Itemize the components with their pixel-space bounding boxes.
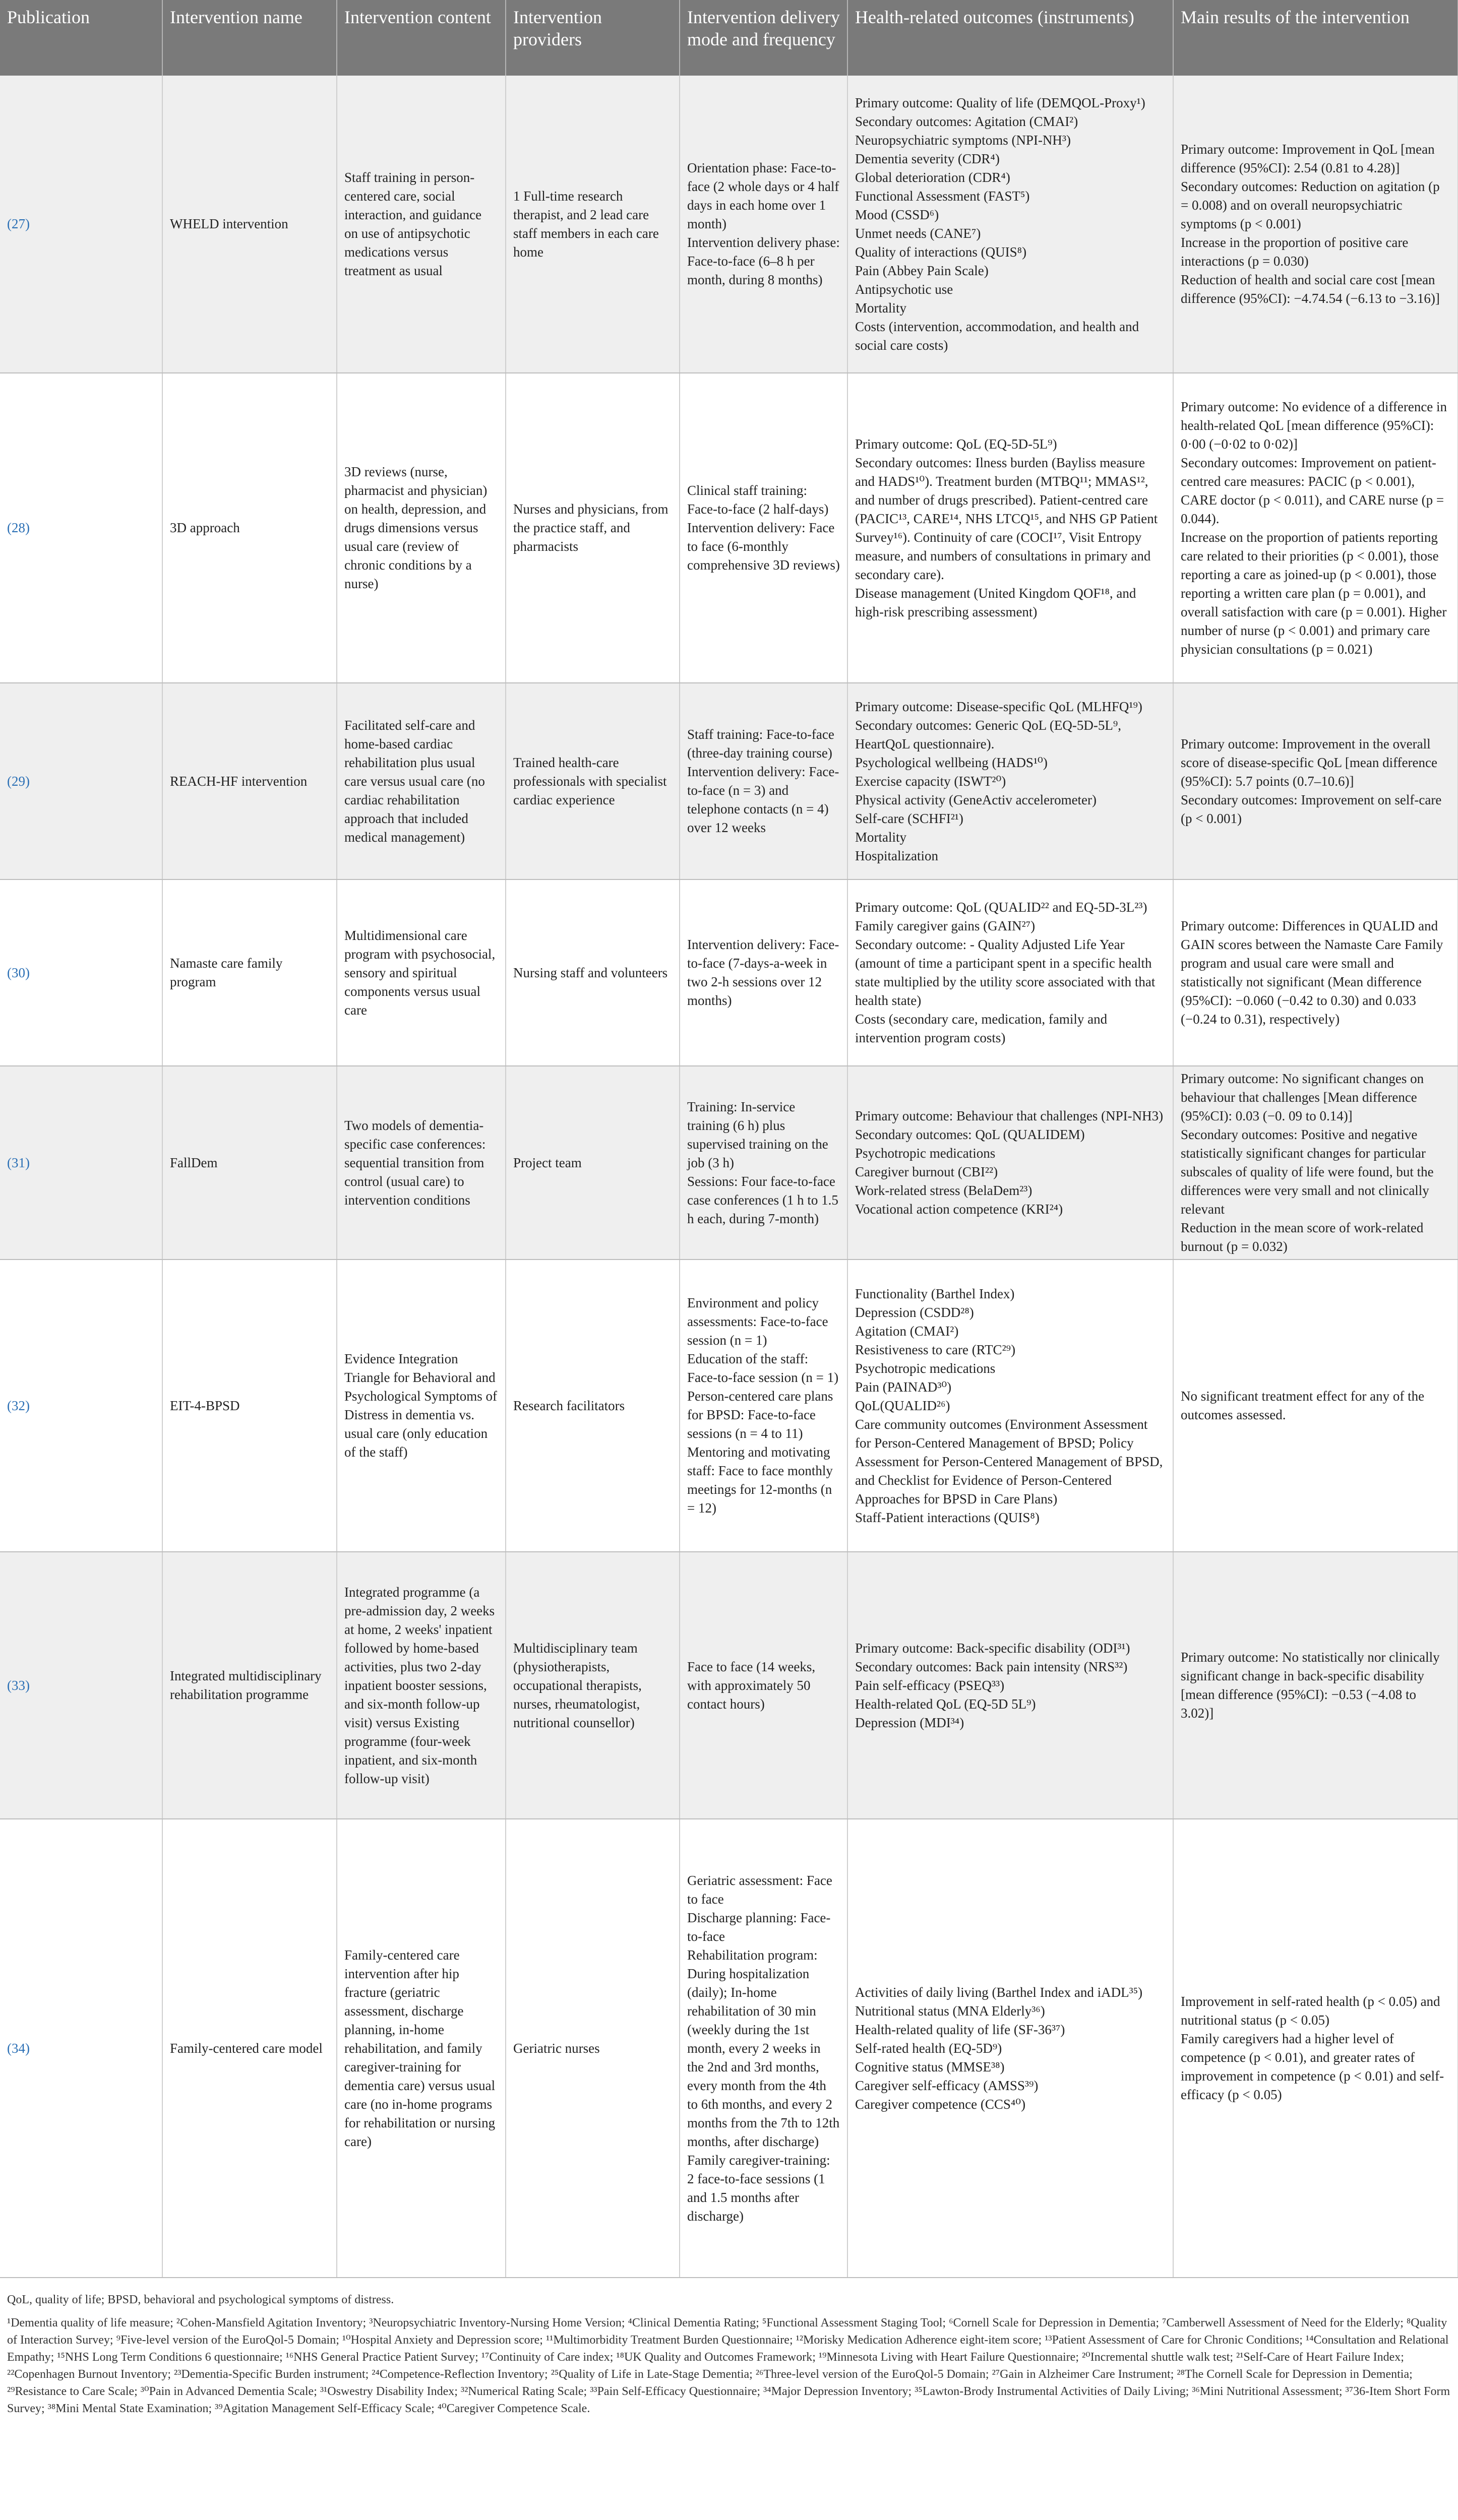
intervention-providers: Research facilitators: [506, 1259, 680, 1552]
health-outcomes-line: Resistiveness to care (RTC²⁹): [855, 1342, 1016, 1357]
health-outcomes-line: Pain (PAINAD³⁰): [855, 1379, 952, 1395]
health-outcomes: [847, 1819, 1173, 2278]
delivery-mode: [680, 879, 847, 1066]
header-intervention-content: Intervention content: [337, 0, 506, 76]
health-outcomes-line: Pain (Abbey Pain Scale): [855, 263, 989, 278]
health-outcomes-line: QoL(QUALID²⁶): [855, 1398, 950, 1413]
health-outcomes: [847, 1552, 1173, 1819]
table-row: [0, 879, 1458, 1066]
table-row: [0, 1259, 1458, 1552]
health-outcomes-line: Primary outcome: Disease-specific QoL (MLHFQ¹⁹): [855, 699, 1142, 714]
delivery-mode: [680, 76, 847, 373]
delivery-mode: [680, 1552, 847, 1819]
health-outcomes-line: Secondary outcomes: Ilness burden (Bayliss measure and HADS¹⁰). Treatment burden (MTBQ¹¹; MMAS¹², and number of drugs prescribed). Patient-centred care (PACIC¹³, CARE¹⁴, NHS LTCQ¹⁵, and NHS GP Patient Survey¹⁶). Continuity of care (COCI¹⁷, Visit Entropy measure, and numbers of consultations in primary and secondary care).: [855, 455, 1158, 582]
delivery-mode-line: Mentoring and motivating staff: Face to face monthly meetings for 12-months (n = 12): [687, 1444, 833, 1516]
health-outcomes-line: Caregiver burnout (CBI²²): [855, 1164, 998, 1179]
intervention-name: REACH-HF intervention: [162, 683, 337, 879]
delivery-mode-line: Family caregiver-training: 2 face-to-face sessions (1 and 1.5 months after discharge): [687, 2152, 830, 2224]
main-results-line: Secondary outcomes: Improvement on patient-centred care measures: PACIC (p < 0.001), CARE doctor (p < 0.011), and CARE nurse (p = 0.044).: [1181, 455, 1444, 526]
health-outcomes-line: Primary outcome: Behaviour that challenges (NPI-NH3): [855, 1108, 1164, 1123]
health-outcomes: [847, 683, 1173, 879]
intervention-providers: Trained health-care professionals with specialist cardiac experience: [506, 683, 680, 879]
delivery-mode-line: Intervention delivery: Face-to-face (7-days-a-week in two 2-h sessions over 12 months): [687, 937, 839, 1008]
table-row: [0, 1819, 1458, 2278]
delivery-mode: [680, 683, 847, 879]
health-outcomes-line: Secondary outcomes: Back pain intensity (NRS³²): [855, 1659, 1128, 1674]
intervention-providers: Nurses and physicians, from the practice staff, and pharmacists: [506, 373, 680, 683]
footnote-definitions: ¹Dementia quality of life measure; ²Cohen-Mansfield Agitation Inventory; ³Neuropsychiatric Inventory-Nursing Home Version; ⁴Clinical Dementia Rating; ⁵Functional Assessment Staging Tool; ⁶Cornell Scale for Depression in Dementia; ⁷Camberwell Assessment of Need for the Elderly; ⁸Quality of Interaction Survey; ⁹Five-level version of the EuroQol-5 Domain; ¹⁰Hospital Anxiety and Depression score; ¹¹Multimorbidity Treatment Burden Questionnaire; ¹²Morisky Medication Adherence eight-item score; ¹³Patient Assessment of Care for Chronic Conditions; ¹⁴Consultation and Relational Empathy; ¹⁵NHS Long Term Conditions 6 questionnaire; ¹⁶NHS General Practice Patient Survey; ¹⁷Continuity of Care index; ¹⁸UK Quality and Outcomes Framework; ¹⁹Minnesota Living with Heart Failure Questionnaire; ²⁰Incremental shuttle walk test; ²¹Self-Care of Heart Failure Index; ²²Copenhagen Burnout Inventory; ²³Dementia-Specific Burden instrument; ²⁴Competence-Reflection Inventory; ²⁵Quality of Life in Late-Stage Dementia; ²⁶Three-level version of the EuroQol-5 Domain; ²⁷Gain in Alzheimer Care Instrument; ²⁸The Cornell Scale for Depression in Dementia; ²⁹Resistance to Care Scale; ³⁰Pain in Advanced Dementia Scale; ³¹Oswestry Disability Index; ³²Numerical Rating Scale; ³³Pain Self-Efficacy Questionnaire; ³⁴Major Depression Inventory; ³⁵Lawton-Brody Instrumental Activities of Daily Living; ³⁶Mini Nutritional Assessment; ³⁷36-Item Short Form Survey; ³⁸Mini Mental State Examination; ³⁹Agitation Management Self-Efficacy Scale; ⁴⁰Caregiver Competence Scale.: [7, 2316, 1450, 2415]
health-outcomes-line: Caregiver competence (CCS⁴⁰): [855, 2096, 1026, 2112]
health-outcomes-line: Mortality: [855, 300, 906, 316]
health-outcomes-line: Neuropsychiatric symptoms (NPI-NH³): [855, 132, 1071, 148]
publication-reference[interactable]: (29): [0, 683, 162, 879]
intervention-name: Namaste care family program: [162, 879, 337, 1066]
health-outcomes-line: Health-related quality of life (SF-36³⁷): [855, 2022, 1065, 2037]
header-main-results: Main results of the intervention: [1173, 0, 1458, 76]
intervention-content: Two models of dementia-specific case conferences: sequential transition from control (usual care) to intervention conditions: [337, 1066, 506, 1259]
table-footnote: [0, 2278, 1458, 2417]
intervention-content: Evidence Integration Triangle for Behavioral and Psychological Symptoms of Distress in dementia vs. usual care (only education of the staff): [337, 1259, 506, 1552]
health-outcomes-line: Psychotropic medications: [855, 1360, 996, 1376]
publication-reference[interactable]: (34): [0, 1819, 162, 2278]
main-results-line: Primary outcome: No statistically nor clinically significant change in back-specific disability [mean difference (95%CI): −0.53 (−4.08 to 3.02)]: [1181, 1650, 1440, 1721]
health-outcomes-line: Primary outcome: QoL (EQ-5D-5L⁹): [855, 436, 1057, 452]
health-outcomes-line: Nutritional status (MNA Elderly³⁶): [855, 2003, 1045, 2019]
health-outcomes-line: Care community outcomes (Environment Assessment for Person-Centered Management of BPSD; Policy Assessment for Person-Centered Management of BPSD, and Checklist for Evidence of Person-Centered Approaches for BPSD in Care Plans): [855, 1416, 1163, 1506]
intervention-name: FallDem: [162, 1066, 337, 1259]
delivery-mode: [680, 373, 847, 683]
main-results-line: Primary outcome: Improvement in the overall score of disease-specific QoL [mean difference (95%CI): 5.7 points (0.7–10.6)]: [1181, 736, 1437, 789]
main-results-line: Primary outcome: No significant changes on behaviour that challenges [Mean difference (95%CI): 0.03 (−0. 09 to 0.14)]: [1181, 1071, 1424, 1123]
intervention-name: EIT-4-BPSD: [162, 1259, 337, 1552]
delivery-mode-line: Geriatric assessment: Face to face: [687, 1872, 832, 1907]
health-outcomes-line: Mortality: [855, 829, 906, 845]
health-outcomes-line: Costs (intervention, accommodation, and health and social care costs): [855, 319, 1139, 353]
main-results: [1173, 1819, 1458, 2278]
header-delivery-mode: Intervention delivery mode and frequency: [680, 0, 847, 76]
health-outcomes-line: Depression (CSDD²⁸): [855, 1304, 974, 1320]
main-results: [1173, 683, 1458, 879]
health-outcomes-line: Self-care (SCHFI²¹): [855, 810, 963, 826]
delivery-mode-line: Environment and policy assessments: Face-to-face session (n = 1): [687, 1295, 828, 1348]
health-outcomes-line: Staff-Patient interactions (QUIS⁸): [855, 1509, 1040, 1525]
health-outcomes-line: Quality of interactions (QUIS⁸): [855, 244, 1027, 260]
main-results-line: Improvement in self-rated health (p < 0.05) and nutritional status (p < 0.05): [1181, 1994, 1440, 2028]
main-results: [1173, 1552, 1458, 1819]
intervention-name: WHELD intervention: [162, 76, 337, 373]
health-outcomes-line: Costs (secondary care, medication, family and intervention program costs): [855, 1012, 1108, 1045]
footnote-abbreviations: QoL, quality of life; BPSD, behavioral and psychological symptoms of distress.: [7, 2293, 394, 2306]
health-outcomes-line: Hospitalization: [855, 848, 938, 863]
table-header-row: [0, 0, 1458, 76]
delivery-mode-line: Staff training: Face-to-face (three-day training course): [687, 727, 834, 761]
delivery-mode: [680, 1259, 847, 1552]
main-results: [1173, 879, 1458, 1066]
intervention-name: Integrated multidisciplinary rehabilitation programme: [162, 1552, 337, 1819]
delivery-mode-line: Training: In-service training (6 h) plus supervised training on the job (3 h): [687, 1099, 828, 1170]
health-outcomes-line: Secondary outcomes: Agitation (CMAI²): [855, 113, 1078, 129]
main-results-line: Reduction in the mean score of work-related burnout (p = 0.032): [1181, 1220, 1424, 1254]
table-body: [0, 76, 1458, 2278]
main-results-line: Increase on the proportion of patients reporting care related to their priorities (p < 0.001), those reporting a care as joined-up (p < 0.001), those reporting a written care plan (p = 0.001), and overall satisfaction with care (p = 0.001). Higher number of nurse (p < 0.001) and primary care physician consultations (p = 0.021): [1181, 529, 1447, 657]
delivery-mode: [680, 1066, 847, 1259]
table-row: [0, 76, 1458, 373]
health-outcomes-line: Depression (MDI³⁴): [855, 1715, 964, 1730]
intervention-content: Integrated programme (a pre-admission day, 2 weeks at home, 2 weeks' inpatient followed by home-based activities, plus two 2-day inpatient booster sessions, and six-month follow-up visit) versus Existing programme (four-week inpatient, and six-month follow-up visit): [337, 1552, 506, 1819]
health-outcomes-line: Psychological wellbeing (HADS¹⁰): [855, 754, 1048, 770]
health-outcomes: [847, 879, 1173, 1066]
table-row: [0, 373, 1458, 683]
delivery-mode-line: Discharge planning: Face-to-face: [687, 1910, 831, 1944]
health-outcomes-line: Global deterioration (CDR⁴): [855, 169, 1010, 185]
health-outcomes-line: Agitation (CMAI²): [855, 1323, 959, 1339]
main-results: [1173, 1066, 1458, 1259]
health-outcomes-line: Pain self-efficacy (PSEQ³³): [855, 1677, 1005, 1693]
header-publication: Publication: [0, 0, 162, 76]
header-health-outcomes: Health-related outcomes (instruments): [847, 0, 1173, 76]
health-outcomes-line: Cognitive status (MMSE³⁸): [855, 2059, 1005, 2074]
health-outcomes-line: Antipsychotic use: [855, 281, 953, 297]
main-results-line: Primary outcome: Differences in QUALID and GAIN scores between the Namaste Care Family program and usual care were small and statistically not significant (Mean difference (95%CI): −0.060 (−0.42 to 0.30) and 0.033 (−0.24 to 0.31), respectively): [1181, 918, 1443, 1027]
delivery-mode-line: Sessions: Four face-to-face case conferences (1 h to 1.5 h each, during 7-month): [687, 1173, 838, 1226]
intervention-providers: Geriatric nurses: [506, 1819, 680, 2278]
main-results: [1173, 373, 1458, 683]
health-outcomes: [847, 1066, 1173, 1259]
health-outcomes: [847, 76, 1173, 373]
health-outcomes-line: Primary outcome: Back-specific disability (ODI³¹): [855, 1640, 1130, 1656]
main-results-line: Reduction of health and social care cost [mean difference (95%CI): −4.74.54 (−6.13 to −3.16)]: [1181, 272, 1440, 306]
intervention-providers: Multidisciplinary team (physiotherapists, occupational therapists, nurses, rheumatologist, nutritional counsellor): [506, 1552, 680, 1819]
health-outcomes-line: Psychotropic medications: [855, 1146, 996, 1161]
delivery-mode-line: Intervention delivery: Face-to-face (n = 3) and telephone contacts (n = 4) over 12 weeks: [687, 764, 839, 835]
delivery-mode-line: Rehabilitation program: During hospitalization (daily); In-home rehabilitation of 30 min (weekly during the 1st month, every 2 weeks in the 2nd and 3rd months, every month from the 4th to 6th months, and every 2 months from the 7th to 12th months, after discharge): [687, 1947, 840, 2149]
intervention-content: Multidimensional care program with psychosocial, sensory and spiritual components versus usual care: [337, 879, 506, 1066]
intervention-name: Family-centered care model: [162, 1819, 337, 2278]
intervention-content: Family-centered care intervention after hip fracture (geriatric assessment, discharge planning, in-home rehabilitation, and family caregiver-training for dementia care) versus usual care (no in-home programs for rehabilitation or nursing care): [337, 1819, 506, 2278]
publication-reference[interactable]: (27): [0, 76, 162, 373]
delivery-mode-line: Intervention delivery phase: Face-to-face (6–8 h per month, during 8 months): [687, 235, 840, 287]
publication-reference[interactable]: (32): [0, 1259, 162, 1552]
delivery-mode: [680, 1819, 847, 2278]
health-outcomes-line: Family caregiver gains (GAIN²⁷): [855, 918, 1036, 933]
health-outcomes-line: Exercise capacity (ISWT²⁰): [855, 773, 1006, 789]
delivery-mode-line: Orientation phase: Face-to-face (2 whole days or 4 half days in each home over 1 month): [687, 160, 839, 231]
health-outcomes-line: Physical activity (GeneActiv accelerometer): [855, 792, 1097, 807]
health-outcomes-line: Secondary outcome: - Quality Adjusted Life Year (amount of time a participant spent in a specific health state multiplied by the utility score associated with that health state): [855, 937, 1156, 1008]
table-row: [0, 683, 1458, 879]
health-outcomes-line: Health-related QoL (EQ-5D 5L⁹): [855, 1696, 1036, 1712]
health-outcomes-line: Work-related stress (BelaDem²³): [855, 1183, 1032, 1198]
publication-reference[interactable]: (28): [0, 373, 162, 683]
health-outcomes-line: Caregiver self-efficacy (AMSS³⁹): [855, 2077, 1039, 2093]
health-outcomes-line: Vocational action competence (KRI²⁴): [855, 1202, 1063, 1217]
health-outcomes-line: Primary outcome: QoL (QUALID²² and EQ-5D-3L²³): [855, 900, 1147, 915]
main-results: [1173, 1259, 1458, 1552]
header-intervention-providers: Intervention providers: [506, 0, 680, 76]
intervention-providers: 1 Full-time research therapist, and 2 lead care staff members in each care home: [506, 76, 680, 373]
delivery-mode-line: Person-centered care plans for BPSD: Face-to-face sessions (n = 4 to 11): [687, 1389, 833, 1441]
main-results-line: No significant treatment effect for any of the outcomes assessed.: [1181, 1389, 1425, 1422]
main-results-line: Secondary outcomes: Positive and negative statistically significant changes for particular subscales of quality of life were found, but the differences were very small and not clinically relevant: [1181, 1127, 1434, 1217]
delivery-mode-line: Education of the staff: Face-to-face session (n = 1): [687, 1351, 839, 1385]
health-outcomes-line: Activities of daily living (Barthel Index and iADL³⁵): [855, 1984, 1143, 2000]
publication-reference[interactable]: (31): [0, 1066, 162, 1259]
intervention-providers: Project team: [506, 1066, 680, 1259]
health-outcomes: [847, 373, 1173, 683]
intervention-providers: Nursing staff and volunteers: [506, 879, 680, 1066]
health-outcomes-line: Functional Assessment (FAST⁵): [855, 188, 1030, 204]
health-outcomes-line: Self-rated health (EQ-5D⁹): [855, 2040, 1002, 2056]
main-results-line: Primary outcome: No evidence of a difference in health-related QoL [mean difference (95%CI): 0·00 (−0·02 to 0·02)]: [1181, 399, 1447, 452]
health-outcomes-line: Primary outcome: Quality of life (DEMQOL-Proxy¹): [855, 95, 1145, 110]
delivery-mode-line: Intervention delivery: Face to face (6-monthly comprehensive 3D reviews): [687, 520, 840, 573]
health-outcomes: [847, 1259, 1173, 1552]
main-results-line: Secondary outcomes: Improvement on self-care (p < 0.001): [1181, 792, 1442, 826]
health-outcomes-line: Disease management (United Kingdom QOF¹⁸, and high-risk prescribing assessment): [855, 585, 1136, 619]
health-outcomes-line: Dementia severity (CDR⁴): [855, 151, 1000, 166]
main-results-line: Secondary outcomes: Reduction on agitation (p = 0.008) and on overall neuropsychiatric symptoms (p < 0.001): [1181, 179, 1440, 231]
delivery-mode-line: Face to face (14 weeks, with approximately 50 contact hours): [687, 1659, 816, 1712]
delivery-mode-line: Clinical staff training: Face-to-face (2 half-days): [687, 483, 829, 517]
main-results-line: Increase in the proportion of positive care interactions (p = 0.030): [1181, 235, 1409, 269]
health-outcomes-line: Secondary outcomes: Generic QoL (EQ-5D-5L⁹, HeartQoL questionnaire).: [855, 717, 1121, 751]
main-results-line: Family caregivers had a higher level of competence (p < 0.01), and greater rates of improvement in competence (p < 0.01) and self-efficacy (p < 0.05): [1181, 2031, 1444, 2102]
intervention-name: 3D approach: [162, 373, 337, 683]
table-row: [0, 1066, 1458, 1259]
health-outcomes-line: Secondary outcomes: QoL (QUALIDEM): [855, 1127, 1085, 1142]
table-row: [0, 1552, 1458, 1819]
publication-reference[interactable]: (30): [0, 879, 162, 1066]
health-outcomes-line: Unmet needs (CANE⁷): [855, 225, 981, 241]
intervention-content: Staff training in person-centered care, social interaction, and guidance on use of antipsychotic medications versus treatment as usual: [337, 76, 506, 373]
header-intervention-name: Intervention name: [162, 0, 337, 76]
main-results: [1173, 76, 1458, 373]
health-outcomes-line: Functionality (Barthel Index): [855, 1286, 1015, 1301]
health-outcomes-line: Mood (CSSD⁶): [855, 207, 939, 222]
intervention-content: 3D reviews (nurse, pharmacist and physician) on health, depression, and drugs dimensions versus usual care (review of chronic conditions by a nurse): [337, 373, 506, 683]
main-results-line: Primary outcome: Improvement in QoL [mean difference (95%CI): 2.54 (0.81 to 4.28)]: [1181, 142, 1435, 175]
intervention-content: Facilitated self-care and home-based cardiac rehabilitation plus usual care versus usual care (no cardiac rehabilitation approach that included medical management): [337, 683, 506, 879]
publication-reference[interactable]: (33): [0, 1552, 162, 1819]
